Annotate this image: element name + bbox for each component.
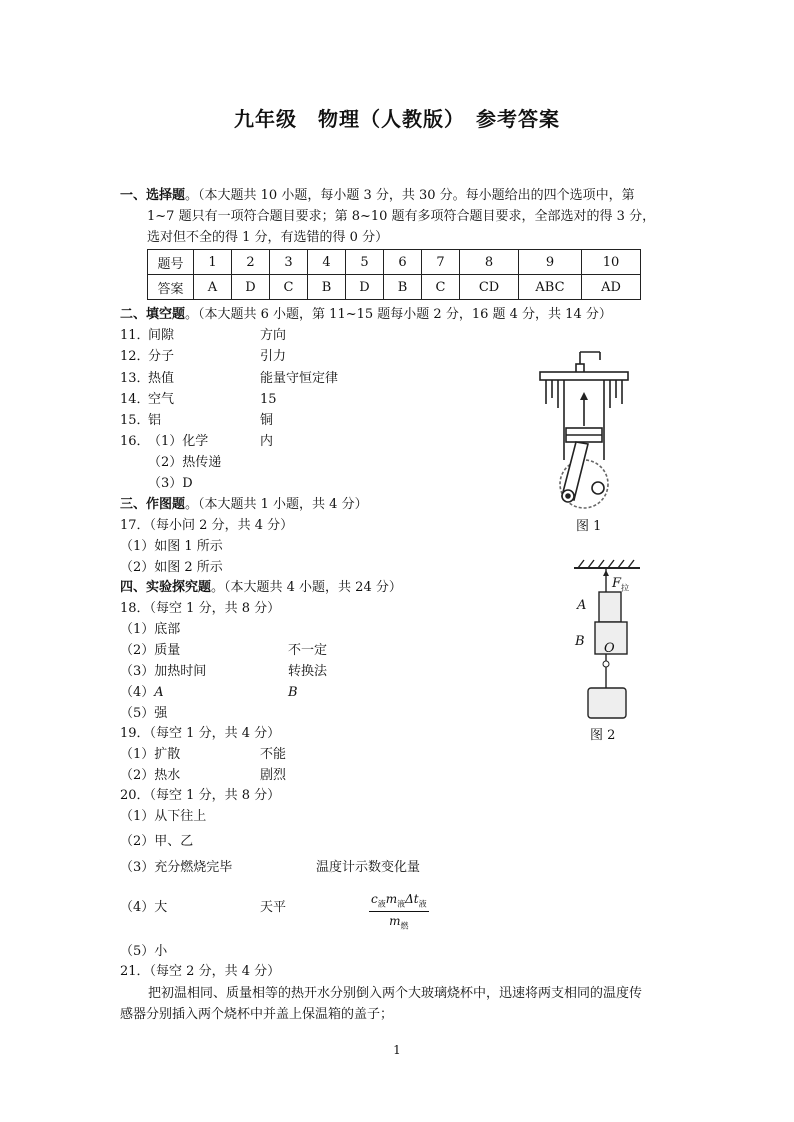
page-number: 1 bbox=[393, 1043, 401, 1057]
figure-2-caption: 图 2 bbox=[590, 728, 616, 743]
figure-2-label-o: O bbox=[604, 641, 615, 656]
figure-1-caption: 图 1 bbox=[576, 519, 602, 534]
answer-b: 不能 bbox=[260, 747, 287, 762]
section-1-desc-2: 1~7 题只有一项符合题目要求；第 8~10 题有多项符合题目要求，全部选对的得 3 分， bbox=[147, 209, 656, 224]
answer-b: 不一定 bbox=[288, 643, 328, 658]
answer-20-1: （1）从下往上 bbox=[120, 809, 207, 824]
formula-numerator: $c_液m_液\Delta t_液$ bbox=[369, 892, 429, 912]
answer-20-4a: （4）大 bbox=[120, 900, 168, 915]
table-cell: 题号 bbox=[148, 250, 194, 275]
answer-num: 15． bbox=[120, 413, 150, 428]
answer-a: （2）质量 bbox=[120, 643, 181, 658]
section-3-line bbox=[120, 497, 368, 513]
table-cell: 8 bbox=[460, 250, 519, 275]
answer-21-para-1: 把初温相同、质量相等的热开水分别倒入两个大玻璃烧杯中，迅速将两支相同的温度传 bbox=[148, 986, 643, 1001]
answer-20-4b: 天平 bbox=[260, 900, 287, 915]
answer-a: 铝 bbox=[148, 413, 162, 428]
section-3-heading: 三、作图题 bbox=[120, 497, 186, 512]
table-cell: 3 bbox=[270, 250, 308, 275]
section-1-heading: 一、选择题 bbox=[120, 188, 186, 203]
answer-a: （1）底部 bbox=[120, 622, 181, 637]
answer-a-italic: A bbox=[154, 685, 164, 700]
question-19: 19．（每空 1 分，共 4 分） bbox=[120, 726, 281, 741]
table-row bbox=[148, 250, 641, 275]
table-cell: A bbox=[194, 275, 232, 300]
answer-num: 16． bbox=[120, 434, 150, 449]
answer-20-5: （5）小 bbox=[120, 944, 168, 959]
answer-a: （3）加热时间 bbox=[120, 664, 207, 679]
section-4-line bbox=[120, 580, 402, 596]
answer-20-3b: 温度计示数变化量 bbox=[316, 860, 421, 875]
table-cell: ABC bbox=[519, 275, 582, 300]
answer-18-4 bbox=[120, 685, 164, 701]
section-1-line-1 bbox=[120, 188, 635, 204]
answer-21-para-2: 感器分别插入两个烧杯中并盖上保温箱的盖子； bbox=[120, 1007, 394, 1022]
table-row bbox=[148, 275, 641, 300]
answer-a: （5）强 bbox=[120, 706, 168, 721]
section-4-desc: 。（本大题共 4 小题，共 24 分） bbox=[211, 580, 402, 595]
section-2-desc: 。（本大题共 6 小题，第 11~15 题每小题 2 分，16 题 4 分，共 14 分） bbox=[185, 307, 612, 322]
answer-b: 内 bbox=[260, 434, 274, 449]
table-cell: 6 bbox=[384, 250, 422, 275]
answer-a: （4） bbox=[120, 685, 155, 700]
efficiency-formula bbox=[369, 892, 429, 932]
answer-b: 引力 bbox=[260, 349, 287, 364]
answer-num: 13． bbox=[120, 371, 150, 386]
answer-16-2: （2）热传递 bbox=[148, 455, 222, 470]
answer-16-3: （3）D bbox=[148, 476, 193, 491]
answer-b: 转换法 bbox=[288, 664, 328, 679]
answer-a: （1）扩散 bbox=[120, 747, 181, 762]
table-cell: 4 bbox=[308, 250, 346, 275]
table-cell: 答案 bbox=[148, 275, 194, 300]
answer-20-2: （2）甲、乙 bbox=[120, 834, 194, 849]
section-2-heading: 二、填空题 bbox=[120, 307, 186, 322]
figure-2-label-f: $F_拉$ bbox=[612, 576, 630, 593]
answer-num: 14． bbox=[120, 392, 150, 407]
table-cell: B bbox=[384, 275, 422, 300]
answer-b: 方向 bbox=[260, 328, 287, 343]
answer-a: 空气 bbox=[148, 392, 175, 407]
answer-num: 11． bbox=[120, 328, 150, 343]
table-cell: CD bbox=[460, 275, 519, 300]
answer-a: （2）热水 bbox=[120, 768, 181, 783]
arrow-head bbox=[580, 392, 588, 400]
table-cell: C bbox=[270, 275, 308, 300]
table-cell: 7 bbox=[422, 250, 460, 275]
hook-icon bbox=[603, 661, 609, 667]
table-cell: C bbox=[422, 275, 460, 300]
question-20: 20．（每空 1 分，共 8 分） bbox=[120, 788, 281, 803]
table-cell: 2 bbox=[232, 250, 270, 275]
table-cell: 9 bbox=[519, 250, 582, 275]
answer-a: 间隙 bbox=[148, 328, 175, 343]
table-cell: D bbox=[232, 275, 270, 300]
table-cell: AD bbox=[582, 275, 641, 300]
question-21: 21．（每空 2 分，共 4 分） bbox=[120, 964, 281, 979]
answer-a: （1）化学 bbox=[148, 434, 209, 449]
page-title: 九年级 物理（人教版） 参考答案 bbox=[234, 107, 560, 131]
answer-20-3a: （3）充分燃烧完毕 bbox=[120, 860, 233, 875]
table-cell: D bbox=[346, 275, 384, 300]
answer-a: 热值 bbox=[148, 371, 175, 386]
table-cell: 1 bbox=[194, 250, 232, 275]
question-18: 18．（每空 1 分，共 8 分） bbox=[120, 601, 281, 616]
answer-a: 分子 bbox=[148, 349, 175, 364]
section-1-desc-3: 选对但不全的得 1 分，有选错的得 0 分） bbox=[147, 230, 389, 245]
answer-17-1: （1）如图 1 所示 bbox=[120, 539, 223, 554]
answer-num: 12． bbox=[120, 349, 150, 364]
answer-b: 剧烈 bbox=[260, 768, 287, 783]
figure-2-label-b: B bbox=[575, 634, 585, 649]
force-arrow-head bbox=[603, 570, 609, 576]
section-3-desc: 。（本大题共 1 小题，共 4 分） bbox=[185, 497, 368, 512]
answer-b: 15 bbox=[260, 392, 277, 407]
answer-b: 铜 bbox=[260, 413, 274, 428]
section-4-heading: 四、实验探究题 bbox=[120, 580, 212, 595]
answer-b: B bbox=[288, 685, 298, 700]
answer-17-2: （2）如图 2 所示 bbox=[120, 560, 223, 575]
table-cell: B bbox=[308, 275, 346, 300]
table-cell: 10 bbox=[582, 250, 641, 275]
section-2-line bbox=[120, 307, 612, 323]
section-1-desc-1: 。（本大题共 10 小题，每小题 3 分，共 30 分。每小题给出的四个选项中，第 bbox=[185, 188, 635, 203]
table-cell: 5 bbox=[346, 250, 384, 275]
answer-b: 能量守恒定律 bbox=[260, 371, 339, 386]
figure-1-engine-diagram bbox=[530, 348, 640, 518]
figure-2-label-a: A bbox=[577, 598, 587, 613]
answer-table bbox=[147, 249, 641, 300]
question-17: 17．（每小问 2 分，共 4 分） bbox=[120, 518, 294, 533]
formula-denominator: $m_燃$ bbox=[389, 914, 409, 931]
